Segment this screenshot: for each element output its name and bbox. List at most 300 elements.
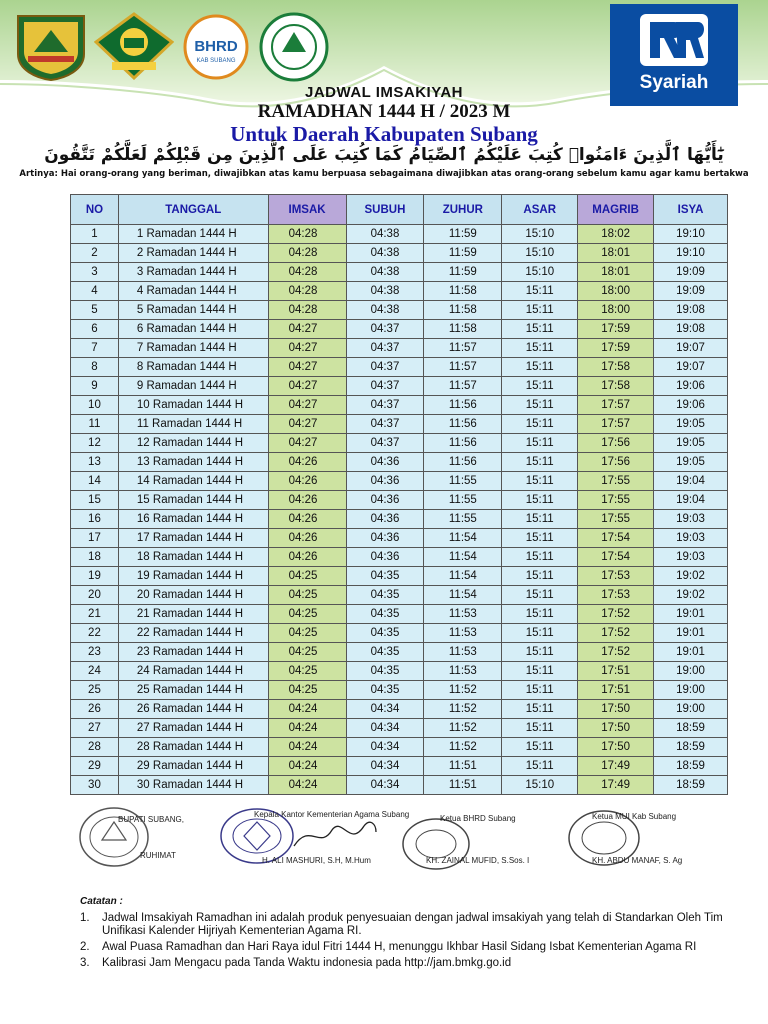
table-row — [71, 643, 728, 662]
cell-imsak: 04:24 — [268, 776, 346, 795]
cell-subuh: 04:35 — [346, 605, 424, 624]
note-text: Kalibrasi Jam Mengacu pada Tanda Waktu indonesia pada http://jam.bmkg.go.id — [102, 957, 512, 969]
cell-imsak: 04:24 — [268, 757, 346, 776]
cell-asar: 15:11 — [502, 757, 578, 776]
cell-isya: 19:06 — [654, 396, 728, 415]
table-row — [71, 757, 728, 776]
cell-asar: 15:11 — [502, 339, 578, 358]
cell-no: 15 — [71, 491, 119, 510]
cell-tanggal: 18 Ramadan 1444 H — [118, 548, 268, 567]
note-item — [80, 912, 740, 938]
cell-zuhur: 11:59 — [424, 225, 502, 244]
cell-magrib: 17:50 — [578, 738, 654, 757]
cell-asar: 15:11 — [502, 396, 578, 415]
cell-asar: 15:11 — [502, 586, 578, 605]
cell-no: 21 — [71, 605, 119, 624]
cell-zuhur: 11:56 — [424, 415, 502, 434]
cell-magrib: 17:55 — [578, 510, 654, 529]
cell-asar: 15:11 — [502, 624, 578, 643]
kemenag-title: Kepala Kantor Kementerian Agama Subang — [254, 810, 410, 819]
cell-subuh: 04:37 — [346, 358, 424, 377]
cell-isya: 19:07 — [654, 358, 728, 377]
cell-tanggal: 15 Ramadan 1444 H — [118, 491, 268, 510]
cell-zuhur: 11:58 — [424, 301, 502, 320]
column-header-isya: ISYA — [654, 195, 728, 225]
cell-zuhur: 11:55 — [424, 491, 502, 510]
table-row — [71, 244, 728, 263]
cell-magrib: 17:52 — [578, 624, 654, 643]
cell-subuh: 04:36 — [346, 510, 424, 529]
table-row — [71, 396, 728, 415]
mui-name: KH. ABDU MANAF, S. Ag — [592, 856, 683, 865]
cell-isya: 19:00 — [654, 681, 728, 700]
cell-magrib: 18:01 — [578, 244, 654, 263]
cell-zuhur: 11:54 — [424, 567, 502, 586]
cell-imsak: 04:27 — [268, 396, 346, 415]
svg-text:BHRD: BHRD — [194, 38, 238, 55]
cell-asar: 15:11 — [502, 491, 578, 510]
cell-zuhur: 11:57 — [424, 377, 502, 396]
cell-asar: 15:10 — [502, 263, 578, 282]
cell-magrib: 17:53 — [578, 586, 654, 605]
column-header-zuhur: ZUHUR — [424, 195, 502, 225]
cell-imsak: 04:27 — [268, 415, 346, 434]
notes-caption: Catatan : — [80, 896, 123, 907]
cell-no: 28 — [71, 738, 119, 757]
cell-imsak: 04:24 — [268, 738, 346, 757]
cell-tanggal: 19 Ramadan 1444 H — [118, 567, 268, 586]
page-title: JADWAL IMSAKIYAH — [304, 84, 464, 101]
table-row — [71, 529, 728, 548]
cell-zuhur: 11:56 — [424, 396, 502, 415]
cell-asar: 15:10 — [502, 244, 578, 263]
cell-no: 5 — [71, 301, 119, 320]
cell-tanggal: 24 Ramadan 1444 H — [118, 662, 268, 681]
cell-zuhur: 11:57 — [424, 339, 502, 358]
cell-no: 30 — [71, 776, 119, 795]
cell-asar: 15:11 — [502, 548, 578, 567]
cell-imsak: 04:27 — [268, 434, 346, 453]
cell-asar: 15:11 — [502, 320, 578, 339]
cell-no: 3 — [71, 263, 119, 282]
cell-magrib: 17:50 — [578, 719, 654, 738]
cell-asar: 15:11 — [502, 377, 578, 396]
column-header-tanggal: TANGGAL — [118, 195, 268, 225]
cell-no: 4 — [71, 282, 119, 301]
cell-zuhur: 11:51 — [424, 757, 502, 776]
cell-isya: 19:00 — [654, 700, 728, 719]
cell-zuhur: 11:52 — [424, 738, 502, 757]
cell-magrib: 17:57 — [578, 396, 654, 415]
cell-magrib: 17:52 — [578, 605, 654, 624]
cell-imsak: 04:27 — [268, 339, 346, 358]
cell-isya: 19:05 — [654, 434, 728, 453]
cell-imsak: 04:28 — [268, 301, 346, 320]
bri-syariah-label: Syariah — [639, 72, 709, 93]
cell-imsak: 04:25 — [268, 643, 346, 662]
note-number: 3. — [80, 957, 90, 969]
bhrd-name: KH. ZAINAL MUFID, S.Sos. I — [426, 856, 530, 865]
cell-subuh: 04:36 — [346, 453, 424, 472]
cell-asar: 15:11 — [502, 415, 578, 434]
cell-no: 9 — [71, 377, 119, 396]
cell-asar: 15:10 — [502, 776, 578, 795]
cell-asar: 15:11 — [502, 605, 578, 624]
cell-magrib: 17:54 — [578, 529, 654, 548]
cell-imsak: 04:25 — [268, 605, 346, 624]
cell-tanggal: 13 Ramadan 1444 H — [118, 453, 268, 472]
cell-no: 7 — [71, 339, 119, 358]
cell-isya: 19:00 — [654, 662, 728, 681]
note-text: Jadwal Imsakiyah Ramadhan ini adalah produk penyesuaian dengan jadwal imsakiyah yang telah di Standarkan Oleh Tim Unifikasi Kalender Hijriyah Kementerian Agama RI. — [102, 912, 723, 937]
cell-subuh: 04:36 — [346, 548, 424, 567]
cell-isya: 19:03 — [654, 510, 728, 529]
cell-imsak: 04:27 — [268, 320, 346, 339]
cell-subuh: 04:36 — [346, 491, 424, 510]
cell-subuh: 04:37 — [346, 377, 424, 396]
cell-subuh: 04:34 — [346, 776, 424, 795]
cell-magrib: 17:53 — [578, 567, 654, 586]
cell-imsak: 04:26 — [268, 529, 346, 548]
cell-imsak: 04:26 — [268, 548, 346, 567]
table-row — [71, 453, 728, 472]
cell-tanggal: 1 Ramadan 1444 H — [118, 225, 268, 244]
cell-subuh: 04:36 — [346, 529, 424, 548]
cell-isya: 19:09 — [654, 263, 728, 282]
cell-imsak: 04:25 — [268, 681, 346, 700]
cell-subuh: 04:37 — [346, 415, 424, 434]
cell-zuhur: 11:53 — [424, 643, 502, 662]
cell-imsak: 04:27 — [268, 358, 346, 377]
cell-isya: 19:06 — [654, 377, 728, 396]
mui-title: Ketua MUI Kab Subang — [592, 812, 677, 821]
svg-text:KAB SUBANG: KAB SUBANG — [196, 58, 236, 64]
cell-magrib: 18:02 — [578, 225, 654, 244]
cell-tanggal: 21 Ramadan 1444 H — [118, 605, 268, 624]
table-row — [71, 339, 728, 358]
page-subtitle: RAMADHAN 1444 H / 2023 M — [257, 101, 511, 122]
cell-no: 22 — [71, 624, 119, 643]
cell-zuhur: 11:52 — [424, 681, 502, 700]
cell-no: 19 — [71, 567, 119, 586]
cell-isya: 18:59 — [654, 719, 728, 738]
cell-isya: 19:01 — [654, 605, 728, 624]
table-row — [71, 605, 728, 624]
cell-imsak: 04:25 — [268, 567, 346, 586]
cell-subuh: 04:37 — [346, 320, 424, 339]
cell-asar: 15:11 — [502, 567, 578, 586]
table-row — [71, 681, 728, 700]
cell-tanggal: 17 Ramadan 1444 H — [118, 529, 268, 548]
cell-imsak: 04:24 — [268, 719, 346, 738]
cell-subuh: 04:38 — [346, 225, 424, 244]
cell-isya: 19:05 — [654, 415, 728, 434]
kemenag-name: H. ALI MASHURI, S.H, M.Hum — [262, 856, 371, 865]
cell-imsak: 04:24 — [268, 700, 346, 719]
cell-zuhur: 11:56 — [424, 434, 502, 453]
cell-imsak: 04:26 — [268, 472, 346, 491]
cell-no: 17 — [71, 529, 119, 548]
cell-zuhur: 11:53 — [424, 624, 502, 643]
cell-no: 24 — [71, 662, 119, 681]
cell-zuhur: 11:58 — [424, 282, 502, 301]
cell-isya: 19:09 — [654, 282, 728, 301]
cell-magrib: 17:55 — [578, 472, 654, 491]
cell-subuh: 04:35 — [346, 643, 424, 662]
cell-magrib: 18:00 — [578, 301, 654, 320]
cell-zuhur: 11:55 — [424, 472, 502, 491]
cell-magrib: 17:51 — [578, 681, 654, 700]
cell-tanggal: 20 Ramadan 1444 H — [118, 586, 268, 605]
cell-isya: 19:02 — [654, 586, 728, 605]
cell-imsak: 04:25 — [268, 624, 346, 643]
table-row — [71, 263, 728, 282]
cell-asar: 15:11 — [502, 681, 578, 700]
cell-tanggal: 26 Ramadan 1444 H — [118, 700, 268, 719]
cell-no: 13 — [71, 453, 119, 472]
cell-imsak: 04:25 — [268, 586, 346, 605]
cell-asar: 15:11 — [502, 738, 578, 757]
table-header-row — [71, 195, 728, 225]
cell-isya: 18:59 — [654, 776, 728, 795]
cell-imsak: 04:26 — [268, 453, 346, 472]
table-row — [71, 282, 728, 301]
cell-tanggal: 14 Ramadan 1444 H — [118, 472, 268, 491]
column-header-magrib: MAGRIB — [578, 195, 654, 225]
cell-subuh: 04:37 — [346, 434, 424, 453]
verse-translation: Artinya: Hai orang-orang yang beriman, diwajibkan atas kamu berpuasa sebagaimana diwajibkan atas orang-orang sebelum kamu agar kamu bertakwa — [19, 169, 749, 179]
table-row — [71, 586, 728, 605]
table-row — [71, 567, 728, 586]
cell-asar: 15:11 — [502, 529, 578, 548]
cell-tanggal: 16 Ramadan 1444 H — [118, 510, 268, 529]
table-row — [71, 738, 728, 757]
cell-zuhur: 11:54 — [424, 529, 502, 548]
cell-magrib: 17:58 — [578, 358, 654, 377]
cell-asar: 15:11 — [502, 510, 578, 529]
cell-tanggal: 4 Ramadan 1444 H — [118, 282, 268, 301]
cell-asar: 15:11 — [502, 643, 578, 662]
cell-no: 25 — [71, 681, 119, 700]
cell-zuhur: 11:51 — [424, 776, 502, 795]
cell-magrib: 17:55 — [578, 491, 654, 510]
cell-magrib: 17:52 — [578, 643, 654, 662]
cell-tanggal: 22 Ramadan 1444 H — [118, 624, 268, 643]
cell-imsak: 04:26 — [268, 491, 346, 510]
cell-subuh: 04:34 — [346, 700, 424, 719]
cell-tanggal: 9 Ramadan 1444 H — [118, 377, 268, 396]
cell-subuh: 04:37 — [346, 396, 424, 415]
region-title: Untuk Daerah Kabupaten Subang — [230, 122, 538, 146]
table-row — [71, 510, 728, 529]
cell-imsak: 04:27 — [268, 377, 346, 396]
cell-subuh: 04:35 — [346, 586, 424, 605]
cell-tanggal: 5 Ramadan 1444 H — [118, 301, 268, 320]
table-row — [71, 776, 728, 795]
bhrd-title: Ketua BHRD Subang — [440, 814, 516, 823]
mui-logo — [258, 12, 330, 82]
cell-no: 2 — [71, 244, 119, 263]
cell-isya: 19:08 — [654, 301, 728, 320]
cell-no: 10 — [71, 396, 119, 415]
note-item — [80, 957, 740, 970]
table-row — [71, 662, 728, 681]
cell-tanggal: 28 Ramadan 1444 H — [118, 738, 268, 757]
cell-asar: 15:11 — [502, 301, 578, 320]
cell-asar: 15:10 — [502, 225, 578, 244]
cell-subuh: 04:34 — [346, 719, 424, 738]
note-number: 1. — [80, 912, 90, 924]
note-number: 2. — [80, 941, 90, 953]
cell-isya: 19:01 — [654, 643, 728, 662]
cell-tanggal: 8 Ramadan 1444 H — [118, 358, 268, 377]
cell-zuhur: 11:57 — [424, 358, 502, 377]
note-item — [80, 941, 740, 954]
cell-no: 12 — [71, 434, 119, 453]
cell-zuhur: 11:56 — [424, 453, 502, 472]
cell-zuhur: 11:54 — [424, 586, 502, 605]
cell-isya: 19:05 — [654, 453, 728, 472]
cell-no: 16 — [71, 510, 119, 529]
table-row — [71, 320, 728, 339]
cell-isya: 19:02 — [654, 567, 728, 586]
cell-subuh: 04:34 — [346, 757, 424, 776]
cell-magrib: 17:49 — [578, 757, 654, 776]
bupati-name: RUHIMAT — [140, 851, 176, 860]
cell-subuh: 04:36 — [346, 472, 424, 491]
cell-isya: 19:03 — [654, 548, 728, 567]
cell-isya: 19:01 — [654, 624, 728, 643]
cell-zuhur: 11:58 — [424, 320, 502, 339]
cell-zuhur: 11:55 — [424, 510, 502, 529]
column-header-subuh: SUBUH — [346, 195, 424, 225]
cell-asar: 15:11 — [502, 453, 578, 472]
cell-magrib: 17:58 — [578, 377, 654, 396]
cell-no: 20 — [71, 586, 119, 605]
imsakiyah-table — [70, 194, 728, 795]
cell-magrib: 17:54 — [578, 548, 654, 567]
cell-zuhur: 11:54 — [424, 548, 502, 567]
table-row — [71, 377, 728, 396]
table-row — [71, 624, 728, 643]
cell-isya: 19:07 — [654, 339, 728, 358]
cell-tanggal: 30 Ramadan 1444 H — [118, 776, 268, 795]
cell-isya: 18:59 — [654, 738, 728, 757]
cell-no: 23 — [71, 643, 119, 662]
cell-isya: 19:04 — [654, 491, 728, 510]
cell-no: 18 — [71, 548, 119, 567]
cell-zuhur: 11:53 — [424, 662, 502, 681]
cell-tanggal: 7 Ramadan 1444 H — [118, 339, 268, 358]
cell-subuh: 04:38 — [346, 244, 424, 263]
cell-magrib: 17:50 — [578, 700, 654, 719]
bri-mark-icon — [640, 14, 708, 66]
cell-magrib: 17:59 — [578, 339, 654, 358]
cell-no: 6 — [71, 320, 119, 339]
cell-magrib: 17:56 — [578, 453, 654, 472]
cell-imsak: 04:28 — [268, 225, 346, 244]
cell-tanggal: 10 Ramadan 1444 H — [118, 396, 268, 415]
cell-subuh: 04:38 — [346, 301, 424, 320]
cell-asar: 15:11 — [502, 472, 578, 491]
cell-zuhur: 11:59 — [424, 263, 502, 282]
cell-subuh: 04:38 — [346, 282, 424, 301]
cell-imsak: 04:28 — [268, 282, 346, 301]
cell-zuhur: 11:52 — [424, 700, 502, 719]
cell-magrib: 17:59 — [578, 320, 654, 339]
cell-magrib: 17:57 — [578, 415, 654, 434]
cell-tanggal: 6 Ramadan 1444 H — [118, 320, 268, 339]
cell-subuh: 04:35 — [346, 567, 424, 586]
table-body — [71, 225, 728, 795]
cell-subuh: 04:35 — [346, 681, 424, 700]
cell-no: 1 — [71, 225, 119, 244]
table-row — [71, 358, 728, 377]
cell-isya: 18:59 — [654, 757, 728, 776]
notes-section — [80, 896, 740, 973]
cell-tanggal: 23 Ramadan 1444 H — [118, 643, 268, 662]
kabupaten-subang-logo — [14, 12, 88, 82]
cell-zuhur: 11:53 — [424, 605, 502, 624]
table-row — [71, 491, 728, 510]
cell-isya: 19:08 — [654, 320, 728, 339]
cell-asar: 15:11 — [502, 662, 578, 681]
cell-magrib: 17:49 — [578, 776, 654, 795]
cell-asar: 15:11 — [502, 700, 578, 719]
cell-tanggal: 3 Ramadan 1444 H — [118, 263, 268, 282]
cell-imsak: 04:28 — [268, 244, 346, 263]
cell-subuh: 04:35 — [346, 662, 424, 681]
cell-imsak: 04:25 — [268, 662, 346, 681]
cell-no: 11 — [71, 415, 119, 434]
cell-no: 29 — [71, 757, 119, 776]
cell-subuh: 04:35 — [346, 624, 424, 643]
cell-no: 14 — [71, 472, 119, 491]
cell-asar: 15:11 — [502, 434, 578, 453]
cell-imsak: 04:28 — [268, 263, 346, 282]
cell-asar: 15:11 — [502, 358, 578, 377]
cell-subuh: 04:37 — [346, 339, 424, 358]
cell-isya: 19:03 — [654, 529, 728, 548]
table-row — [71, 700, 728, 719]
cell-asar: 15:11 — [502, 719, 578, 738]
table-row — [71, 415, 728, 434]
table-row — [71, 225, 728, 244]
cell-magrib: 18:01 — [578, 263, 654, 282]
cell-zuhur: 11:59 — [424, 244, 502, 263]
cell-imsak: 04:26 — [268, 510, 346, 529]
cell-magrib: 18:00 — [578, 282, 654, 301]
cell-tanggal: 12 Ramadan 1444 H — [118, 434, 268, 453]
cell-magrib: 17:51 — [578, 662, 654, 681]
kementerian-agama-logo — [94, 12, 174, 80]
cell-subuh: 04:34 — [346, 738, 424, 757]
cell-isya: 19:10 — [654, 225, 728, 244]
column-header-no: NO — [71, 195, 119, 225]
table-row — [71, 301, 728, 320]
cell-asar: 15:11 — [502, 282, 578, 301]
table-row — [71, 434, 728, 453]
cell-tanggal: 2 Ramadan 1444 H — [118, 244, 268, 263]
cell-no: 26 — [71, 700, 119, 719]
table-row — [71, 472, 728, 491]
bupati-title: BUPATI SUBANG, — [118, 815, 184, 824]
column-header-asar: ASAR — [502, 195, 578, 225]
cell-tanggal: 27 Ramadan 1444 H — [118, 719, 268, 738]
cell-zuhur: 11:52 — [424, 719, 502, 738]
column-header-imsak: IMSAK — [268, 195, 346, 225]
cell-no: 8 — [71, 358, 119, 377]
